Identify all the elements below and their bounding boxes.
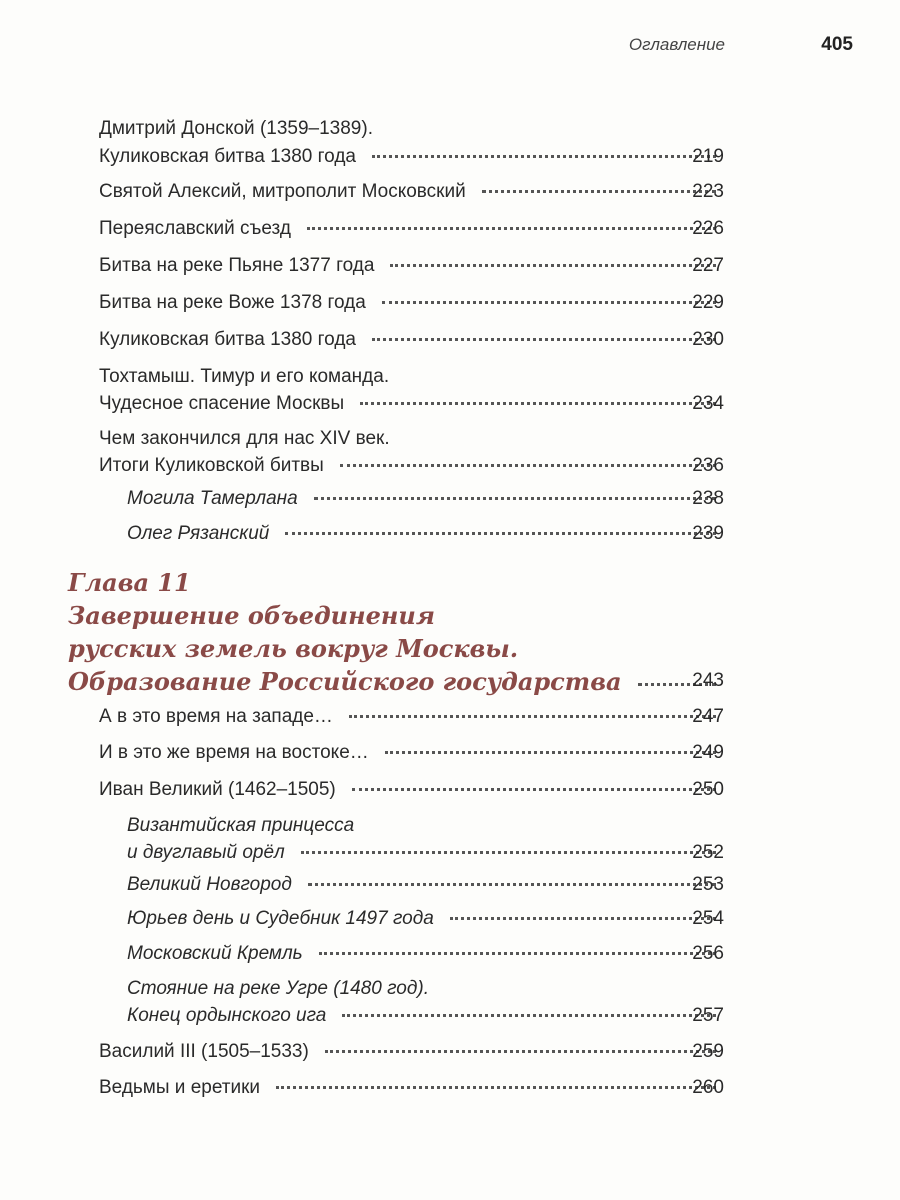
dot-leader [342, 1014, 716, 1017]
dot-leader [352, 788, 716, 791]
toc-entry-title-line1: Тохтамыш. Тимур и его команда. [99, 366, 390, 387]
toc-page-number: 219 [692, 146, 724, 167]
toc-entry-title-line1: Чем закончился для нас XIV век. [99, 428, 390, 449]
chapter-title-line3: Образование Российского государства [68, 667, 622, 696]
toc-page-number: 252 [692, 842, 724, 863]
toc-page-number: 226 [692, 218, 724, 239]
toc-entry-title: Битва на реке Пьяне 1377 года [99, 255, 375, 276]
toc-entry-title: Иван Великий (1462–1505) [99, 779, 336, 800]
dot-leader [325, 1050, 716, 1053]
dot-leader [276, 1086, 716, 1089]
toc-page-number: 253 [692, 874, 724, 895]
toc-entry-title: Великий Новгород [127, 874, 292, 895]
toc-entry-title: Олег Рязанский [127, 523, 270, 544]
toc-page-number: 234 [692, 393, 724, 414]
toc-page-number: 260 [692, 1077, 724, 1098]
toc-entry-title-line2: Чудесное спасение Москвы [99, 393, 345, 414]
toc-entry-title: А в это время на западе… [99, 706, 333, 727]
dot-leader [340, 464, 716, 467]
toc-page-number: 257 [692, 1005, 724, 1026]
dot-leader [450, 917, 716, 920]
dot-leader [285, 532, 716, 535]
toc-page-number: 254 [692, 908, 724, 929]
section-title: Оглавление [628, 35, 725, 54]
toc-entry-title-line2: Куликовская битва 1380 года [99, 146, 356, 167]
toc-page-number: 238 [692, 488, 724, 509]
toc-entry-title-line2: Конец ордынского ига [127, 1005, 327, 1026]
toc-entry-title-line2: и двуглавый орёл [127, 842, 285, 863]
dot-leader [301, 851, 716, 854]
toc-page-number: 249 [692, 742, 724, 763]
dot-leader [308, 883, 716, 886]
dot-leader [319, 952, 716, 955]
toc-entry-title: Переяславский съезд [99, 218, 291, 239]
chapter-title-line2: русских земель вокруг Москвы. [68, 634, 519, 663]
toc-entry-title: Могила Тамерлана [127, 488, 298, 509]
toc-entry-title-line1: Дмитрий Донской (1359–1389). [99, 118, 373, 139]
toc-entry-title: Московский Кремль [127, 943, 303, 964]
dot-leader [385, 751, 716, 754]
toc-entry-title-line2: Итоги Куликовской битвы [99, 455, 324, 476]
toc-page-number: 250 [692, 779, 724, 800]
toc-entry-title: И в это же время на востоке… [99, 742, 369, 763]
dot-leader [372, 155, 716, 158]
dot-leader [482, 190, 716, 193]
page-number: 405 [821, 34, 853, 55]
toc-page-number: 236 [692, 455, 724, 476]
dot-leader [349, 715, 716, 718]
toc-entry-title: Юрьев день и Судебник 1497 года [127, 908, 434, 929]
toc-page-number: 256 [692, 943, 724, 964]
toc-entry-title: Василий III (1505–1533) [99, 1041, 309, 1062]
chapter-page-number: 243 [692, 670, 724, 691]
toc-page-number: 259 [692, 1041, 724, 1062]
toc-page-number: 247 [692, 706, 724, 727]
running-header [0, 35, 900, 59]
dot-leader [382, 301, 716, 304]
dot-leader [360, 402, 716, 405]
toc-entry-title: Ведьмы и еретики [99, 1077, 261, 1098]
toc-entry-title: Битва на реке Воже 1378 года [99, 292, 366, 313]
toc-page-number: 239 [692, 523, 724, 544]
chapter-label: Глава 11 [68, 568, 191, 597]
dot-leader [307, 227, 716, 230]
toc-entry-title-line1: Стояние на реке Угре (1480 год). [127, 978, 429, 999]
toc-entry-title-line1: Византийская принцесса [127, 815, 355, 836]
toc-page-number: 230 [692, 329, 724, 350]
dot-leader [314, 497, 716, 500]
dot-leader [372, 338, 716, 341]
toc-page-number: 227 [692, 255, 724, 276]
dot-leader [390, 264, 716, 267]
chapter-title-line1: Завершение объединения [68, 601, 435, 630]
toc-page-number: 223 [692, 181, 724, 202]
toc-entry-title: Святой Алексий, митрополит Московский [99, 181, 466, 202]
toc-entry-title: Куликовская битва 1380 года [99, 329, 356, 350]
toc-page-number: 229 [692, 292, 724, 313]
